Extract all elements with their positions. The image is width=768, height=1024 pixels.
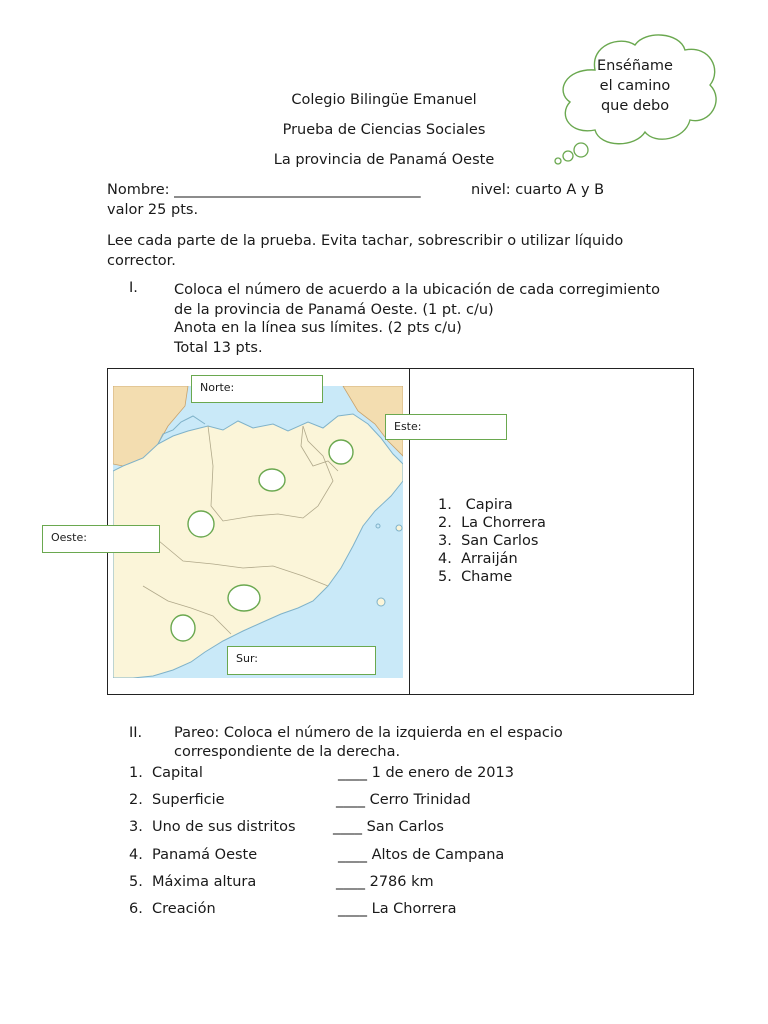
level-label: nivel: cuarto A y B xyxy=(471,182,605,198)
instructions: Lee cada parte de la prueba. Evita tachar, sobrescribir o utilizar líquido corrector. xyxy=(107,233,624,269)
map-island-2 xyxy=(377,598,385,606)
section-1-instruction: Coloca el número de acuerdo a la ubicación de cada corregimiento de la provincia de Panamá Oeste. (1 pt. c/u) xyxy=(174,282,660,318)
north-label-box[interactable]: Norte: xyxy=(191,375,323,403)
section-1-total: Total 13 pts. xyxy=(174,340,263,356)
map-answer-circle-1[interactable] xyxy=(329,440,353,464)
west-label-box[interactable]: Oeste: xyxy=(42,525,160,553)
option-item: 1. Capira xyxy=(438,497,513,513)
district-options-list xyxy=(438,496,546,586)
map-island-1 xyxy=(376,524,380,528)
east-label-box[interactable]: Este: xyxy=(385,414,507,440)
bubble-line-1: Enséñame xyxy=(597,58,673,74)
school-name: Colegio Bilingüe Emanuel xyxy=(291,92,477,108)
section-1-limits-instruction: Anota en la línea sus límites. (2 pts c/u) xyxy=(174,320,462,336)
value-label: valor 25 pts. xyxy=(107,202,199,218)
name-field-label[interactable]: Nombre: __________________________________ xyxy=(107,182,421,198)
map-island-3 xyxy=(396,525,402,531)
section-2-instruction-line-2: correspondiente de la derecha. xyxy=(174,744,401,760)
option-item: 4. Arraiján xyxy=(438,551,518,567)
map-answer-circle-3[interactable] xyxy=(188,511,214,537)
map-answer-circle-4[interactable] xyxy=(228,585,260,611)
bubble-line-2: el camino xyxy=(599,78,671,94)
option-item: 5. Chame xyxy=(438,569,513,585)
option-item: 3. San Carlos xyxy=(438,533,539,549)
map-answer-circle-2[interactable] xyxy=(259,469,285,491)
south-label-box[interactable]: Sur: xyxy=(227,646,376,675)
exam-topic: La provincia de Panamá Oeste xyxy=(273,152,495,168)
section-2-instruction-line-1: Pareo: Coloca el número de la izquierda en el espacio xyxy=(174,725,563,741)
bubble-line-3: que debo xyxy=(600,98,670,114)
map-answer-circle-5[interactable] xyxy=(171,615,195,641)
section-2-numeral: II. xyxy=(129,725,143,741)
option-item: 2. La Chorrera xyxy=(438,515,546,531)
section-1-numeral: I. xyxy=(129,280,138,296)
exam-title: Prueba de Ciencias Sociales xyxy=(282,122,486,138)
